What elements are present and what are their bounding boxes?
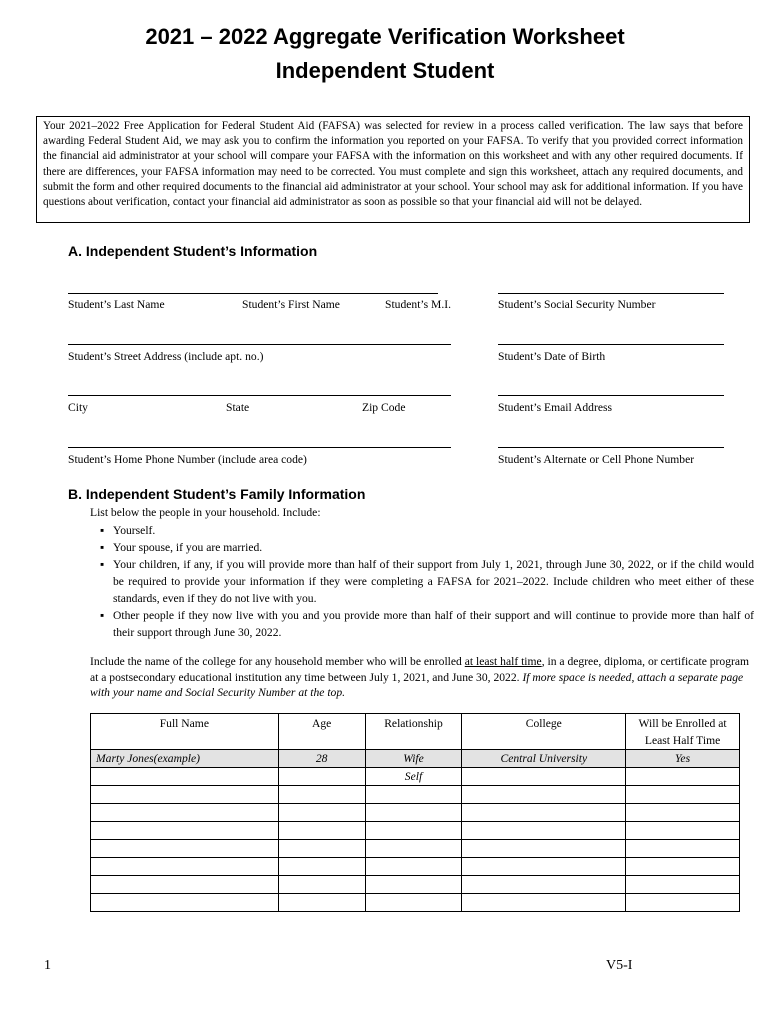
home-phone-line[interactable]	[68, 447, 451, 448]
col-header-enrolled: Will be Enrolled at Least Half Time	[626, 714, 740, 750]
alt-phone-line[interactable]	[498, 447, 724, 448]
city-state-zip-line[interactable]	[68, 395, 451, 396]
mi-label: Student’s M.I.	[385, 298, 452, 311]
table-row	[91, 840, 740, 858]
example-row	[91, 750, 740, 768]
page-number: 1	[44, 958, 51, 973]
ssn-label: Student’s Social Security Number	[498, 298, 656, 311]
list-item: ▪ Yourself.	[100, 524, 156, 537]
table-row	[91, 804, 740, 822]
household-table	[90, 713, 740, 912]
example-full-name: Marty Jones(example)	[91, 750, 279, 768]
col-header-age: Age	[278, 714, 365, 750]
table-row	[91, 858, 740, 876]
email-label: Student’s Email Address	[498, 401, 613, 414]
table-row	[91, 822, 740, 840]
state-label: State	[226, 401, 250, 414]
bullet-icon: ▪	[100, 558, 105, 571]
section-b-heading: B. Independent Student’s Family Information	[68, 486, 366, 502]
bullet-icon: ▪	[100, 541, 105, 554]
street-line[interactable]	[68, 344, 451, 345]
example-age: 28	[278, 750, 365, 768]
household-criteria-list	[100, 522, 754, 641]
street-label: Student’s Street Address (include apt. no.)	[68, 350, 264, 363]
first-name-label: Student’s First Name	[242, 298, 340, 311]
zip-label: Zip Code	[362, 401, 406, 414]
ssn-line[interactable]	[498, 293, 724, 294]
list-item: ▪ Your children, if any, if you will provide more than half of their support from July 1, 2021, through June 30, 2022, or if the child would be required to provide your information if they were completing a FAFSA for 2021–2022. Include children who meet either of these standards, even if they do not live with you.	[100, 558, 754, 605]
table-header-row	[91, 714, 740, 750]
list-item: ▪ Other people if they now live with you and you provide more than half of their support and will continue to provide more than half of their support through June 30, 2022.	[100, 609, 754, 639]
dob-label: Student’s Date of Birth	[498, 350, 606, 363]
form-version: V5-I	[606, 958, 633, 973]
include-note: Include the name of the college for any household member who will be enrolled at least half time, in a degree, diploma, or certificate program at a postsecondary educational institution any time between July 1, 2021, and June 30, 2022. If more space is needed, attach a separate page with your name and Social Security Number at the top.	[90, 655, 750, 699]
email-line[interactable]	[498, 395, 724, 396]
example-relationship: Wife	[365, 750, 462, 768]
table-row	[91, 876, 740, 894]
bullet-icon: ▪	[100, 524, 105, 537]
table-row	[91, 894, 740, 912]
name-line[interactable]	[68, 293, 438, 294]
page-title: 2021 – 2022 Aggregate Verification Worksheet	[145, 24, 625, 49]
section-a-heading: A. Independent Student’s Information	[68, 243, 318, 259]
col-header-college: College	[462, 714, 626, 750]
intro-text-box: Your 2021–2022 Free Application for Federal Student Aid (FAFSA) was selected for review in a process called verification. The law says that before awarding Federal Student Aid, we may ask you to confirm the information you reported on your FAFSA. To verify that you provided correct information the financial aid administrator at your school will compare your FAFSA with the information on this worksheet and with any other required documents. If there are differences, your FAFSA information may need to be corrected. You must complete and sign this worksheet, attach any required documents, and submit the form and other required documents to the financial aid administrator at your school. Your school may ask for additional information. If you have questions about verification, contact your financial aid administrator as soon as possible so that your financial aid will not be delayed.	[36, 116, 750, 223]
page-subtitle: Independent Student	[275, 58, 495, 83]
home-phone-label: Student’s Home Phone Number (include area code)	[68, 453, 307, 466]
self-relationship: Self	[365, 768, 462, 786]
bullet-icon: ▪	[100, 609, 105, 622]
household-intro: List below the people in your household. Include:	[90, 506, 321, 519]
dob-line[interactable]	[498, 344, 724, 345]
list-item: ▪ Your spouse, if you are married.	[100, 541, 263, 554]
last-name-label: Student’s Last Name	[68, 298, 165, 311]
city-label: City	[68, 401, 88, 414]
example-college: Central University	[462, 750, 626, 768]
col-header-full-name: Full Name	[91, 714, 279, 750]
table-row	[91, 768, 740, 786]
example-enrolled: Yes	[626, 750, 740, 768]
alt-phone-label: Student’s Alternate or Cell Phone Number	[498, 453, 695, 466]
table-row	[91, 786, 740, 804]
col-header-relationship: Relationship	[365, 714, 462, 750]
